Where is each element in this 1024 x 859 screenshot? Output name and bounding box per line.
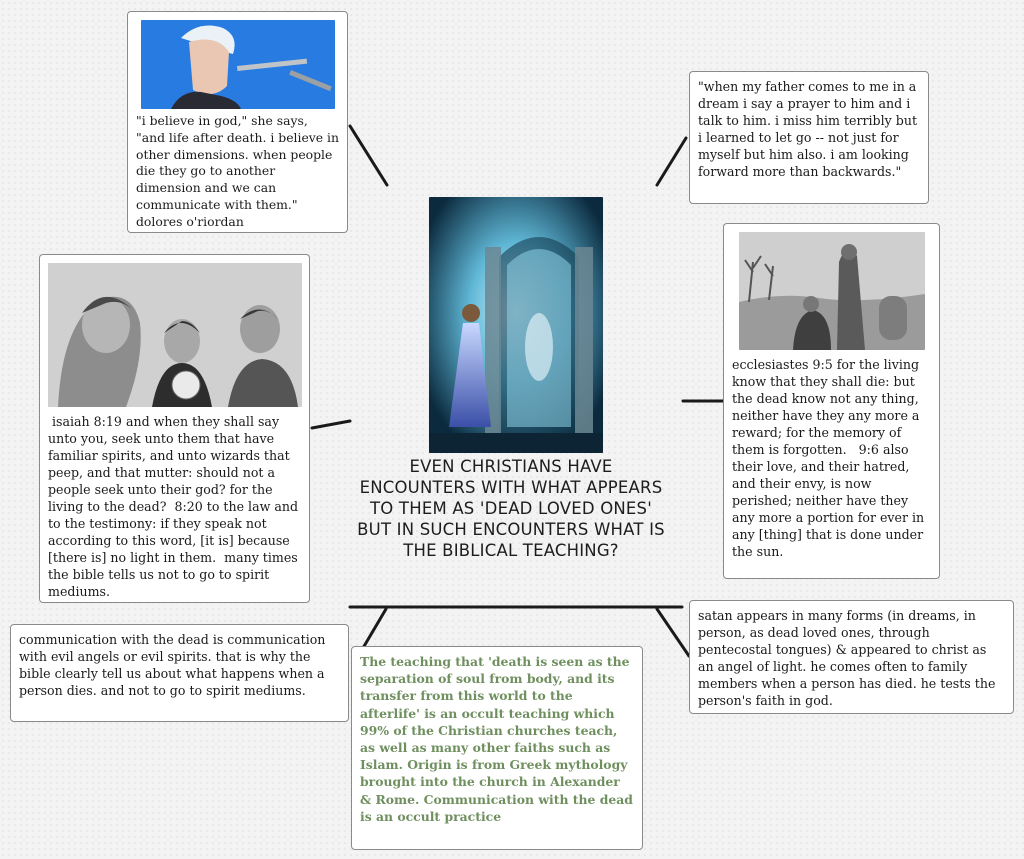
isaiah-text: isaiah 8:19 and when they shall say unto you, seek unto them that have familiar spirits, and unto wizards that peep, and that mutter: should not a people seek unto their god? for the living to the dead? 8:20 to the law and to the testimony: if they speak not according to this word, [it is] because [there is] no light in them. many times the bible tells us not to go to spirit mediums. <box>48 414 303 599</box>
graveside-illustration <box>739 232 925 350</box>
connector-dolores <box>350 126 387 185</box>
occult-teaching-node <box>351 646 643 850</box>
central-title: EVEN CHRISTIANS HAVE ENCOUNTERS WITH WHAT APPEARS TO THEM AS 'DEAD LOVED ONES' BUT IN SUCH ENCOUNTERS WHAT IS THE BIBLICAL TEACHING? <box>357 457 665 560</box>
dolores-quote-node <box>127 11 348 233</box>
satan-node <box>689 600 1014 714</box>
singer-photo <box>141 20 335 109</box>
communication-text: communication with the dead is communication with evil angels or evil spirits. that is why the bible clearly tell us about what happens when a person dies. and not to go to spirit mediums. <box>19 632 330 698</box>
connector-isaiah <box>312 421 350 428</box>
connector-communication <box>363 609 386 648</box>
occult-teaching-text: The teaching that 'death is seen as the separation of soul from body, and its transfer from this world to the afterlife' is an occult teaching which 99% of the Christian churches teach, as well as many other faiths such as Islam. Origin is from Greek mythology brought into the church in Alexander & Rome. Communication with the dead is an occult practice <box>360 654 638 824</box>
father-dream-node <box>689 71 929 204</box>
connector-satan <box>657 609 689 656</box>
seance-illustration <box>48 263 302 407</box>
connector-father <box>657 138 686 185</box>
dolores-quote-text: "i believe in god," she says, "and life after death. i believe in other dimensions. when people die they go to another dimension and we can communicate with them." dolores o'riordan <box>136 113 343 229</box>
ecclesiastes-node <box>723 223 940 579</box>
father-dream-text: "when my father comes to me in a dream i say a prayer to him and i talk to him. i miss him terribly but i learned to let go -- not just for myself but him also. i am looking forward more than backwards." <box>698 79 922 179</box>
ecclesiastes-text: ecclesiastes 9:5 for the living know that they shall die: but the dead know not any thing, neither have they any more a reward; for the memory of them is forgotten. 9:6 also their love, and their hatred, and their envy, is now perished; neither have they any more a portion for ever in any [thing] that is done under the sun. <box>732 357 929 559</box>
satan-text: satan appears in many forms (in dreams, in person, as dead loved ones, through pentecostal tongues) & appeared to christ as an angel of light. he comes often to family members when a person has died. he tests the person's faith in god. <box>698 608 1000 708</box>
central-image <box>429 197 603 453</box>
isaiah-node <box>39 254 310 603</box>
communication-node <box>10 624 349 722</box>
